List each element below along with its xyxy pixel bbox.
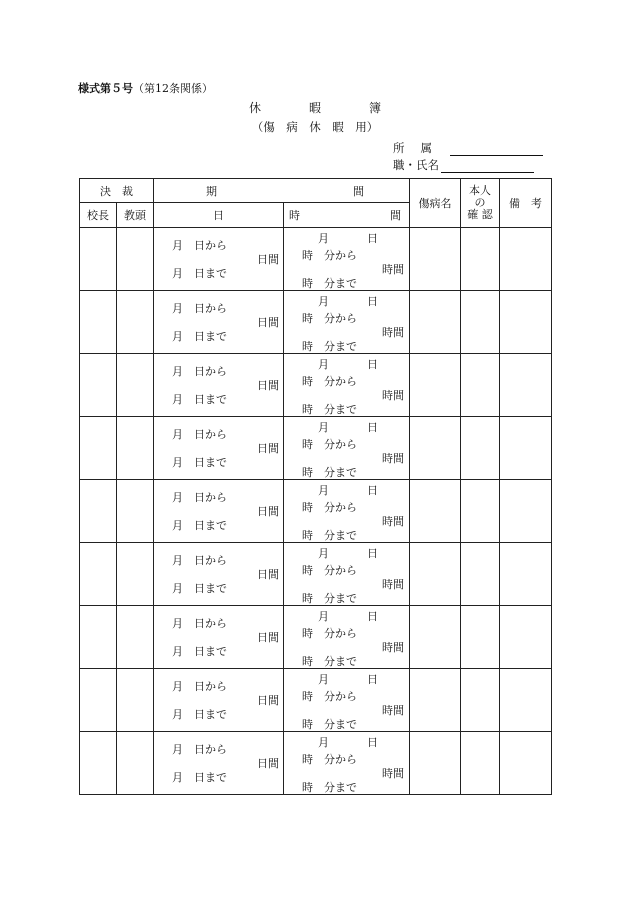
time-day: 日 [367, 295, 378, 308]
time-from: 時 分から [302, 690, 357, 703]
days-cell[interactable] [154, 291, 284, 354]
kocho-header: 校長 [80, 203, 117, 228]
biko-cell[interactable] [500, 291, 552, 354]
time-day: 日 [367, 547, 378, 560]
day-to: 月 日まで [172, 582, 227, 595]
day-unit: 日間 [257, 442, 279, 455]
biko-cell[interactable] [500, 732, 552, 795]
byomei-cell[interactable] [410, 543, 461, 606]
time-month: 月 [318, 673, 329, 686]
byomei-cell[interactable] [410, 291, 461, 354]
time-date [318, 545, 378, 561]
time-unit: 時間 [382, 767, 404, 780]
day-from: 月 日から [172, 239, 227, 252]
day-from: 月 日から [172, 554, 227, 567]
day-from: 月 日から [172, 680, 227, 693]
biko-cell[interactable] [500, 543, 552, 606]
confirm-line-2: の [474, 196, 486, 209]
table-row [80, 732, 552, 795]
confirm-cell[interactable] [461, 480, 500, 543]
day-to: 月 日まで [172, 330, 227, 343]
day-to: 月 日まで [172, 519, 227, 532]
confirm-cell[interactable] [461, 291, 500, 354]
biko-cell[interactable] [500, 606, 552, 669]
kyoto-stamp-cell[interactable] [117, 354, 154, 417]
biko-cell[interactable] [500, 417, 552, 480]
byomei-header: 傷病名 [410, 179, 461, 228]
time-day: 日 [367, 673, 378, 686]
confirm-cell[interactable] [461, 669, 500, 732]
confirm-cell[interactable] [461, 732, 500, 795]
biko-cell[interactable] [500, 228, 552, 291]
days-cell[interactable] [154, 480, 284, 543]
time-from: 時 分から [302, 312, 357, 325]
time-unit: 時間 [382, 515, 404, 528]
time-header [284, 203, 410, 228]
dept-field [393, 140, 543, 156]
kyoto-stamp-cell[interactable] [117, 228, 154, 291]
byomei-cell[interactable] [410, 606, 461, 669]
day-unit: 日間 [257, 694, 279, 707]
time-month: 月 [318, 358, 329, 371]
time-to: 時 分まで [302, 277, 357, 290]
kocho-stamp-cell[interactable] [80, 543, 117, 606]
day-unit: 日間 [257, 505, 279, 518]
time-to: 時 分まで [302, 781, 357, 794]
day-from: 月 日から [172, 365, 227, 378]
days-cell[interactable] [154, 543, 284, 606]
kyoto-header: 教頭 [117, 203, 154, 228]
page-title [225, 99, 405, 116]
time-unit: 時間 [382, 704, 404, 717]
time-month: 月 [318, 484, 329, 497]
title-char-1: 休 [248, 101, 261, 115]
biko-cell[interactable] [500, 480, 552, 543]
kocho-stamp-cell[interactable] [80, 732, 117, 795]
time-month: 月 [318, 295, 329, 308]
byomei-cell[interactable] [410, 480, 461, 543]
day-from: 月 日から [172, 743, 227, 756]
biko-cell[interactable] [500, 669, 552, 732]
days-cell[interactable] [154, 228, 284, 291]
time-unit: 時間 [382, 641, 404, 654]
time-from: 時 分から [302, 375, 357, 388]
time-date [318, 356, 378, 372]
kocho-stamp-cell[interactable] [80, 417, 117, 480]
time-date [318, 734, 378, 750]
time-month: 月 [318, 736, 329, 749]
time-to: 時 分まで [302, 340, 357, 353]
time-from: 時 分から [302, 438, 357, 451]
table-row [80, 606, 552, 669]
kocho-stamp-cell[interactable] [80, 669, 117, 732]
day-to: 月 日まで [172, 645, 227, 658]
time-from: 時 分から [302, 249, 357, 262]
days-cell[interactable] [154, 606, 284, 669]
time-day: 日 [367, 484, 378, 497]
header-row-1 [80, 179, 552, 203]
time-cell[interactable] [284, 480, 410, 543]
time-day: 日 [367, 421, 378, 434]
kyoto-stamp-cell[interactable] [117, 543, 154, 606]
table-row [80, 417, 552, 480]
time-month: 月 [318, 421, 329, 434]
table-row [80, 228, 552, 291]
time-from: 時 分から [302, 564, 357, 577]
confirm-cell[interactable] [461, 417, 500, 480]
kocho-stamp-cell[interactable] [80, 291, 117, 354]
time-to: 時 分まで [302, 529, 357, 542]
kocho-stamp-cell[interactable] [80, 480, 117, 543]
table-row [80, 480, 552, 543]
table-row [80, 354, 552, 417]
kyoto-stamp-cell[interactable] [117, 417, 154, 480]
table-row [80, 669, 552, 732]
byomei-cell[interactable] [410, 228, 461, 291]
confirm-line-3: 確 認 [467, 208, 493, 221]
time-unit: 時間 [382, 263, 404, 276]
name-label: 職・氏名 [393, 158, 439, 172]
kyoto-stamp-cell[interactable] [117, 480, 154, 543]
time-from: 時 分から [302, 753, 357, 766]
time-date [318, 482, 378, 498]
byomei-cell[interactable] [410, 354, 461, 417]
kocho-stamp-cell[interactable] [80, 606, 117, 669]
time-unit: 時間 [382, 389, 404, 402]
kyoto-stamp-cell[interactable] [117, 669, 154, 732]
time-to: 時 分まで [302, 592, 357, 605]
leave-table [79, 178, 552, 795]
days-cell[interactable] [154, 669, 284, 732]
time-month: 月 [318, 610, 329, 623]
time-cell[interactable] [284, 669, 410, 732]
time-cell[interactable] [284, 543, 410, 606]
day-to: 月 日まで [172, 393, 227, 406]
time-cell[interactable] [284, 606, 410, 669]
day-from: 月 日から [172, 428, 227, 441]
day-unit: 日間 [257, 568, 279, 581]
biko-header: 備 考 [500, 179, 552, 228]
day-unit: 日間 [257, 757, 279, 770]
confirm-cell[interactable] [461, 354, 500, 417]
time-date [318, 671, 378, 687]
day-unit: 日間 [257, 253, 279, 266]
time-unit: 時間 [382, 452, 404, 465]
time-month: 月 [318, 232, 329, 245]
time-cell[interactable] [284, 228, 410, 291]
time-to: 時 分まで [302, 403, 357, 416]
kikan-header [154, 179, 410, 203]
name-field [393, 157, 534, 173]
time-day: 日 [367, 358, 378, 371]
time-date [318, 608, 378, 624]
title-char-3: 簿 [368, 101, 381, 115]
dept-label: 所属 [393, 141, 448, 155]
time-unit: 時間 [382, 578, 404, 591]
time-to: 時 分まで [302, 718, 357, 731]
day-header: 日 [154, 203, 284, 228]
kyoto-stamp-cell[interactable] [117, 291, 154, 354]
time-unit: 時間 [382, 326, 404, 339]
days-cell[interactable] [154, 354, 284, 417]
dept-underline[interactable] [450, 143, 543, 156]
kyoto-stamp-cell[interactable] [117, 732, 154, 795]
day-from: 月 日から [172, 491, 227, 504]
kikan-right: 間 [353, 184, 364, 198]
time-cell[interactable] [284, 732, 410, 795]
day-unit: 日間 [257, 316, 279, 329]
time-day: 日 [367, 610, 378, 623]
time-header-right: 間 [390, 209, 401, 222]
time-day: 日 [367, 232, 378, 245]
confirm-cell[interactable] [461, 606, 500, 669]
table-row [80, 291, 552, 354]
day-to: 月 日まで [172, 456, 227, 469]
form-note: （第12条関係） [133, 82, 213, 95]
form-number-label: 様式第５号 [78, 82, 133, 95]
time-from: 時 分から [302, 501, 357, 514]
table-row [80, 543, 552, 606]
kocho-stamp-cell[interactable] [80, 228, 117, 291]
time-day: 日 [367, 736, 378, 749]
name-underline[interactable] [441, 160, 534, 173]
confirm-header [461, 179, 500, 228]
time-date [318, 293, 378, 309]
page-subtitle: （傷 病 休 暇 用） [251, 120, 379, 134]
day-from: 月 日から [172, 302, 227, 315]
time-to: 時 分まで [302, 466, 357, 479]
day-from: 月 日から [172, 617, 227, 630]
biko-cell[interactable] [500, 354, 552, 417]
time-cell[interactable] [284, 354, 410, 417]
kessai-header: 決 裁 [80, 179, 154, 203]
byomei-cell[interactable] [410, 732, 461, 795]
form-number [78, 80, 213, 96]
day-unit: 日間 [257, 379, 279, 392]
time-header-left: 時 [289, 209, 300, 222]
confirm-cell[interactable] [461, 543, 500, 606]
title-char-2: 暇 [308, 101, 321, 115]
confirm-cell[interactable] [461, 228, 500, 291]
day-to: 月 日まで [172, 708, 227, 721]
time-date [318, 419, 378, 435]
byomei-cell[interactable] [410, 669, 461, 732]
time-date [318, 230, 378, 246]
days-cell[interactable] [154, 417, 284, 480]
time-to: 時 分まで [302, 655, 357, 668]
kocho-stamp-cell[interactable] [80, 354, 117, 417]
time-cell[interactable] [284, 417, 410, 480]
time-month: 月 [318, 547, 329, 560]
confirm-line-1: 本人 [469, 184, 491, 197]
time-from: 時 分から [302, 627, 357, 640]
kikan-left: 期 [206, 184, 217, 198]
days-cell[interactable] [154, 732, 284, 795]
time-cell[interactable] [284, 291, 410, 354]
day-to: 月 日まで [172, 267, 227, 280]
day-to: 月 日まで [172, 771, 227, 784]
day-unit: 日間 [257, 631, 279, 644]
byomei-cell[interactable] [410, 417, 461, 480]
kyoto-stamp-cell[interactable] [117, 606, 154, 669]
